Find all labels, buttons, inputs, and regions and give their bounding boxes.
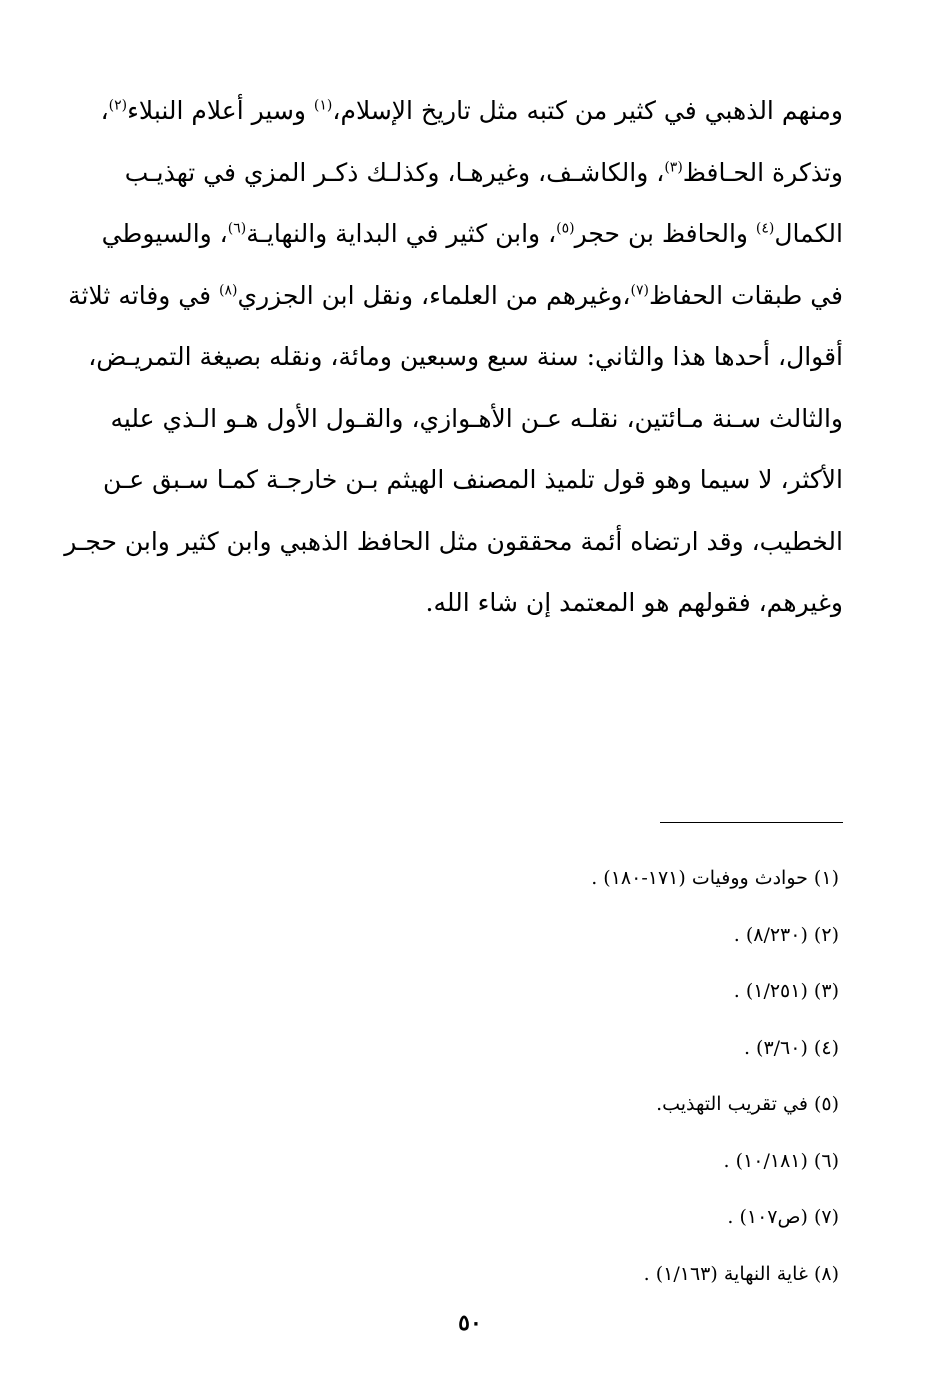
body-text: ، والكاشـف، وغيرهـا، وكذلـك ذكـر المزي في تهذيـب: [124, 157, 665, 187]
footnote-ref: (٢): [108, 97, 128, 114]
body-text: وتذكرة الحـافظ: [682, 157, 843, 187]
footnote-5: (٥) في تقريب التهذيب.: [656, 1093, 839, 1115]
body-line: [68, 265, 843, 327]
body-line: [64, 511, 843, 573]
footnote-1: (١) حوادث ووفيات (١٧١-١٨٠) .: [591, 867, 839, 889]
footnote-ref: (٨): [219, 282, 238, 299]
footnote-2: (٢) (٨/٢٣٠) .: [733, 923, 839, 946]
body-text: ،: [100, 96, 109, 125]
footnote-8: (٨) غاية النهاية (١/١٦٣) .: [643, 1262, 839, 1285]
body-text: ،وغيرهم من العلماء، ونقل ابن الجزري: [237, 280, 631, 310]
footnote-3: (٣) (١/٢٥١) .: [733, 980, 839, 1002]
body-line: [103, 203, 843, 265]
body-line: [88, 326, 843, 388]
body-text: الخطيب، وقد ارتضاه أئمة محققون مثل الحافظ الذهبي وابن كثير وابن حجـر: [64, 526, 843, 556]
body-text: والحافظ بن حجر: [574, 219, 756, 248]
footnote-6: (٦) (١٠/١٨١) .: [723, 1149, 839, 1172]
body-text: أقوال، أحدها هذا والثاني: سنة سبع وسبعين ومائة، ونقله بصيغة التمريـض،: [88, 342, 843, 371]
body-text: ، وابن كثير في البداية والنهايـة: [246, 219, 557, 248]
body-text: في وفاته ثلاثة: [68, 280, 220, 310]
footnote-ref: (٤): [755, 220, 775, 237]
body-text: وسير أعلام النبلاء: [127, 96, 314, 125]
footnote-4: (٤) (٣/٦٠) .: [743, 1036, 839, 1059]
body-line: [100, 80, 843, 142]
main-paragraph: [64, 80, 843, 634]
footnote-ref: (٥): [556, 220, 575, 237]
footnote-7: (٧) (ص١٠٧) .: [727, 1206, 839, 1228]
page-number: ٥٠: [458, 1310, 482, 1336]
body-text: ومنهم الذهبي في كثير من كتبه مثل تاريخ الإسلام،: [332, 96, 843, 125]
footnote-ref: (٦): [227, 220, 247, 237]
footnotes-list: [319, 860, 839, 1312]
body-line: [103, 449, 843, 511]
footnote-ref: (٧): [630, 282, 649, 299]
footnote-separator: [660, 822, 843, 823]
body-line: [103, 142, 843, 204]
body-text: وغيرهم، فقولهم هو المعتمد إن شاء الله.: [425, 588, 843, 617]
body-text: في طبقات الحفاظ: [648, 280, 843, 310]
footnote-ref: (٣): [664, 159, 683, 176]
body-line: [103, 572, 843, 634]
body-text: والثالث سـنة مـائتين، نقلـه عـن الأهـوازي، والقـول الأول هـو الـذي عليه: [110, 403, 843, 433]
body-text: الأكثر، لا سيما وهو قول تلميذ المصنف الهيثم بـن خارجـة كمـا سـبق عـن: [102, 465, 843, 494]
body-line: [103, 388, 843, 450]
footnote-ref: (١): [313, 97, 333, 114]
body-text: ، والسيوطي: [101, 219, 228, 248]
body-text: الكمال: [774, 219, 843, 248]
